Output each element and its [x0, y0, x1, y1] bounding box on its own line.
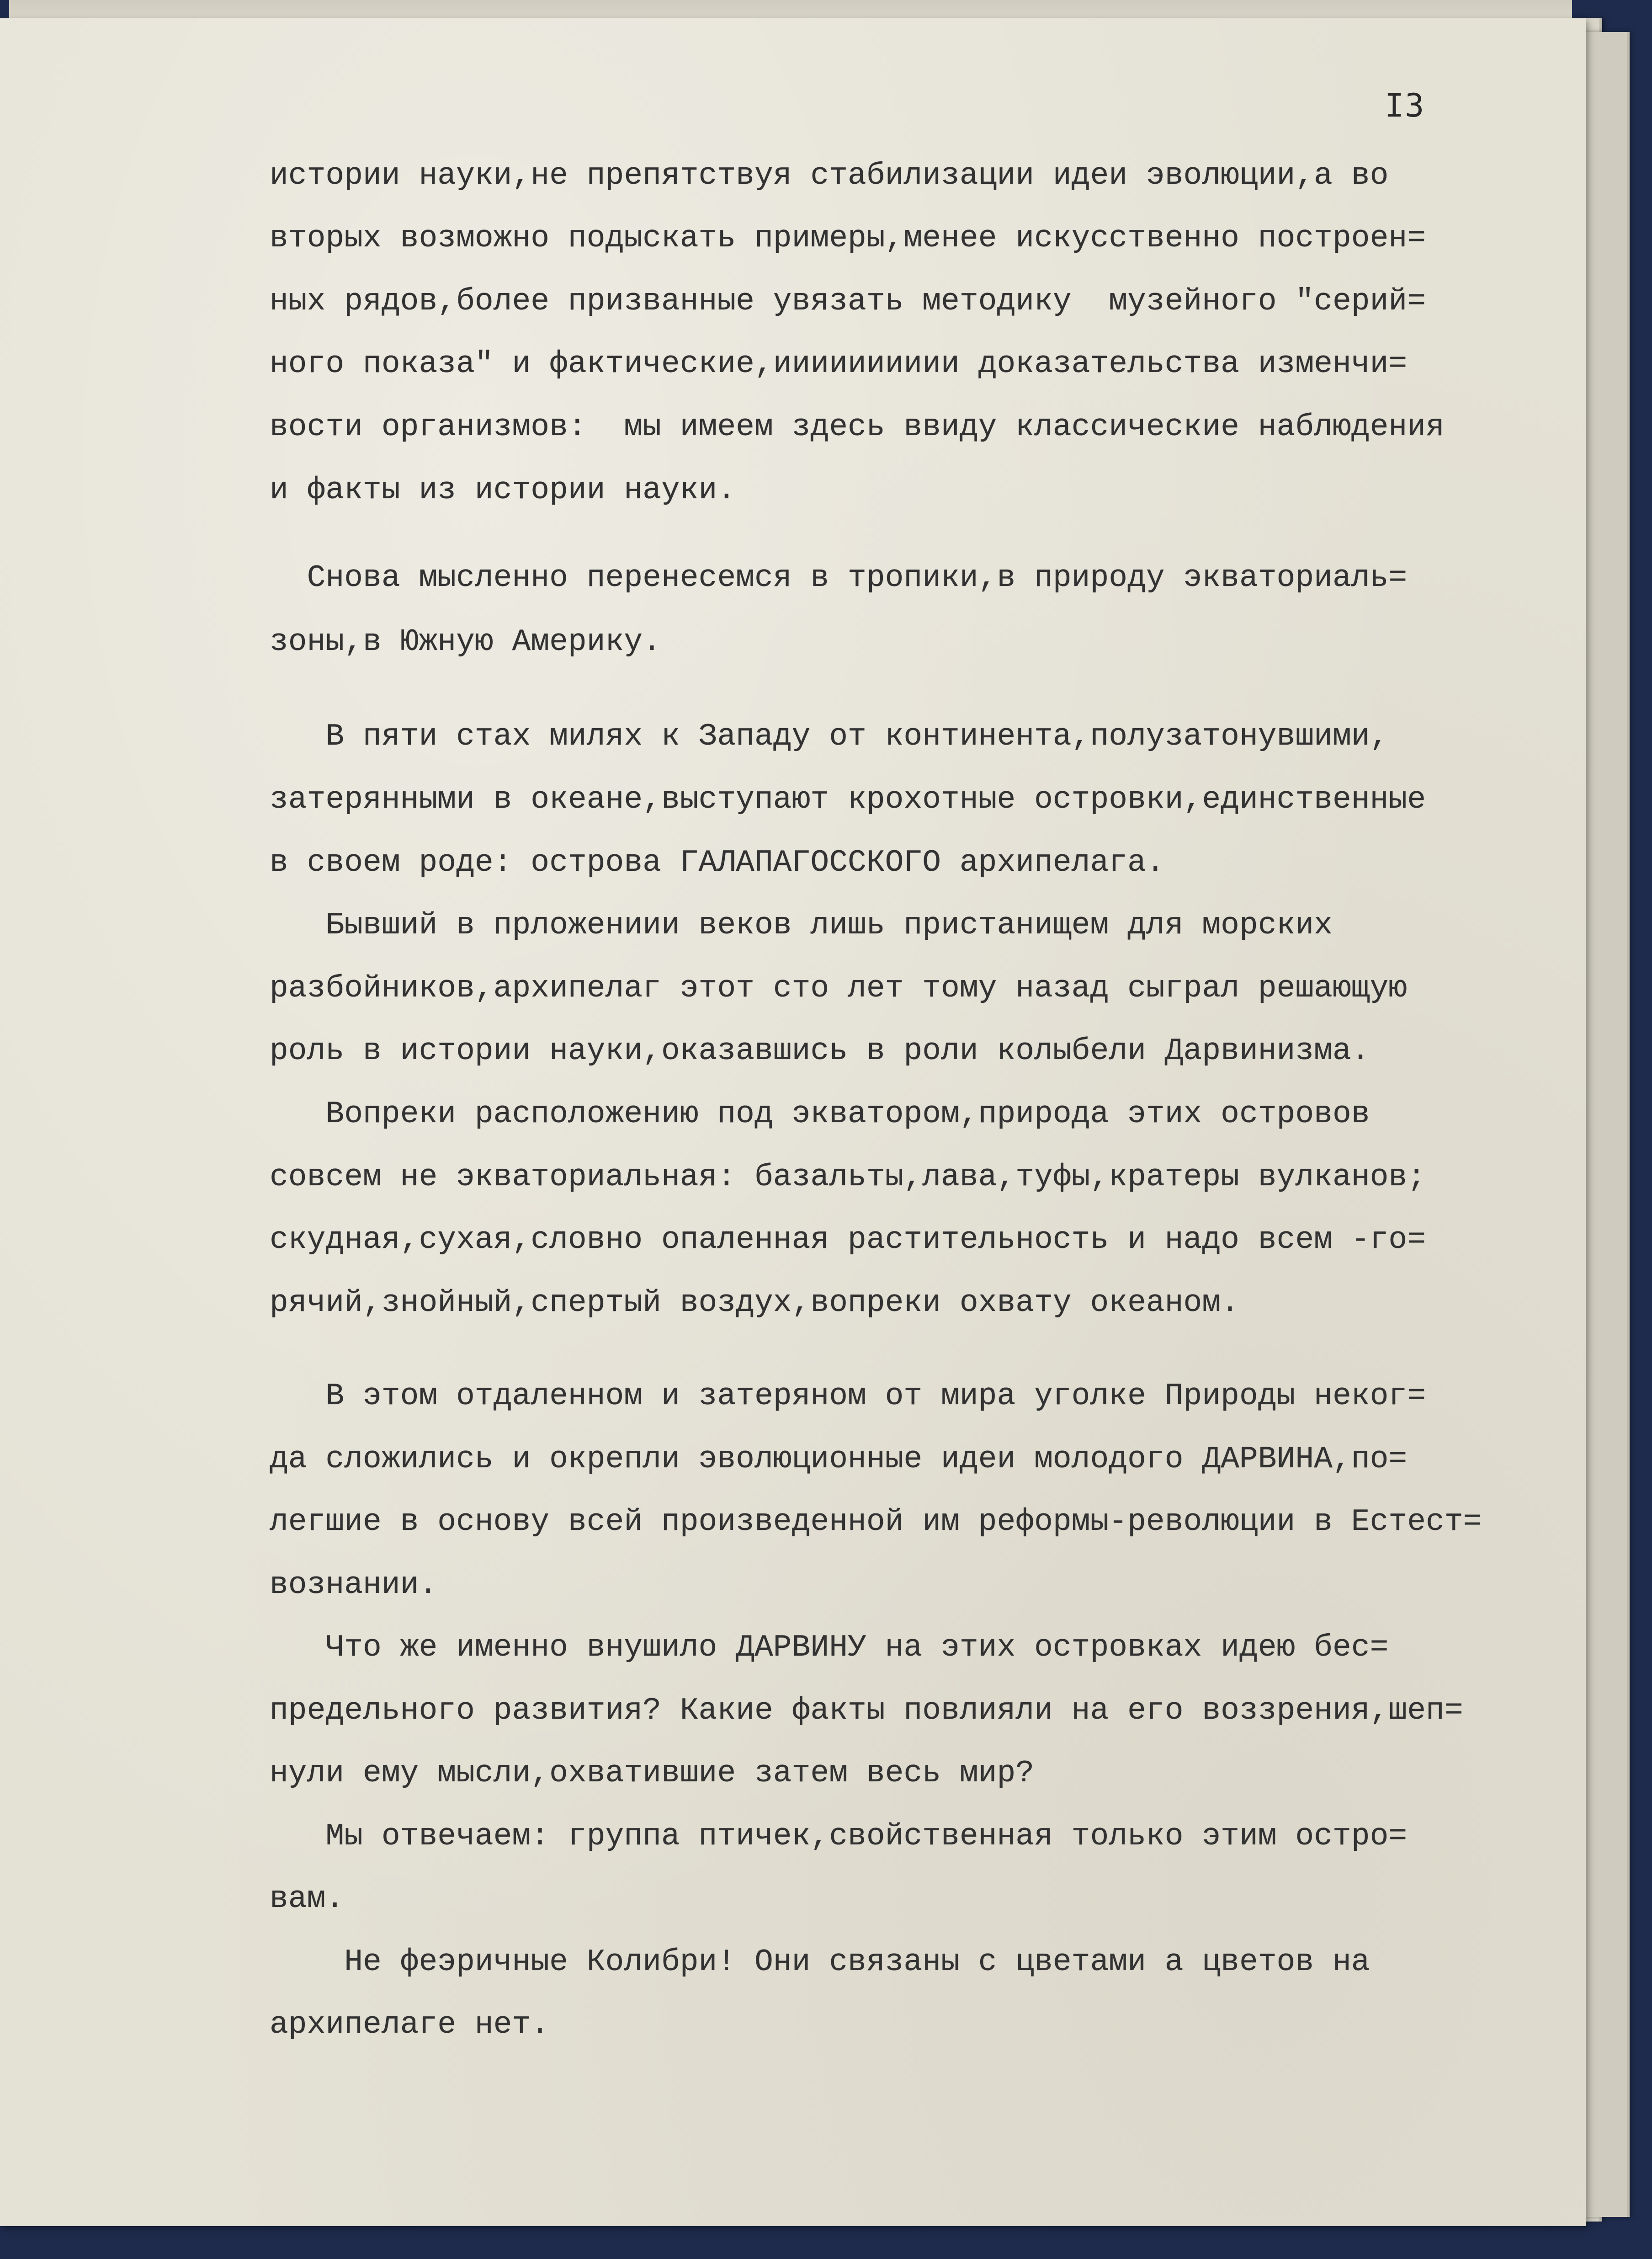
text-line: В этом отдаленном и затеряном от мира уголке Природы неког= — [270, 1379, 1426, 1414]
text-line: Не феэричные Колибри! Они связаны с цветами а цветов на — [270, 1945, 1370, 1980]
text-line: ного показа" и фактические,ииииииииии доказательства изменчи= — [270, 346, 1408, 382]
typewritten-page — [0, 18, 1586, 2226]
text-line: Вопреки расположению под экватором,природа этих островов — [270, 1097, 1370, 1132]
text-line: Снова мысленно перенесемся в тропики,в природу экваториаль= — [270, 560, 1408, 596]
text-line: вторых возможно подыскать примеры,менее искусственно построен= — [270, 221, 1426, 256]
text-line: рячий,знойный,спертый воздух,вопреки охвату океаном. — [270, 1285, 1239, 1321]
text-line: и факты из истории науки. — [270, 473, 736, 508]
text-line: В пяти стах милях к Западу от континента,полузатонувшими, — [270, 719, 1389, 754]
text-line: вости организмов: мы имеем здесь ввиду классические наблюдения — [270, 410, 1445, 445]
text-line: предельного развития? Какие факты повлияли на его воззрения,шеп= — [270, 1693, 1463, 1728]
text-line: роль в истории науки,оказавшись в роли колыбели Дарвинизма. — [270, 1034, 1370, 1069]
text-line: легшие в основу всей произведенной им реформы-революции в Естест= — [270, 1504, 1482, 1540]
text-line: скудная,сухая,словно опаленная растительность и надо всем -го= — [270, 1222, 1426, 1257]
text-line: совсем не экваториальная: базальты,лава,туфы,кратеры вулканов; — [270, 1160, 1426, 1195]
text-line: Что же именно внушило ДАРВИНУ на этих островках идею бес= — [270, 1630, 1389, 1665]
text-line: да сложились и окрепли эволюционные идеи молодого ДАРВИНА,по= — [270, 1442, 1408, 1477]
text-line: ных рядов,более призванные увязать методику музейного "серий= — [270, 284, 1426, 319]
text-line: затерянными в океане,выступают крохотные островки,единственные — [270, 782, 1426, 817]
text-line: разбойников,архипелаг этот сто лет тому назад сыграл решающую — [270, 971, 1408, 1006]
text-line: вознании. — [270, 1567, 438, 1603]
text-line: зоны,в Южную Америку. — [270, 624, 661, 660]
text-line: истории науки,не препятствуя стабилизации идеи эволюции,а во — [270, 158, 1389, 193]
text-line: вам. — [270, 1881, 345, 1917]
text-line: Мы отвечаем: группа птичек,свойственная только этим остро= — [270, 1819, 1408, 1854]
text-line: Бывший в прложениии веков лишь пристанищем для морских — [270, 908, 1333, 943]
text-line: нули ему мысли,охватившие затем весь мир? — [270, 1756, 1035, 1791]
text-line: архипелаге нет. — [270, 2007, 550, 2042]
page-number: I3 — [1385, 87, 1425, 124]
text-line: в своем роде: острова ГАЛАПАГОССКОГО архипелага. — [270, 845, 1165, 880]
